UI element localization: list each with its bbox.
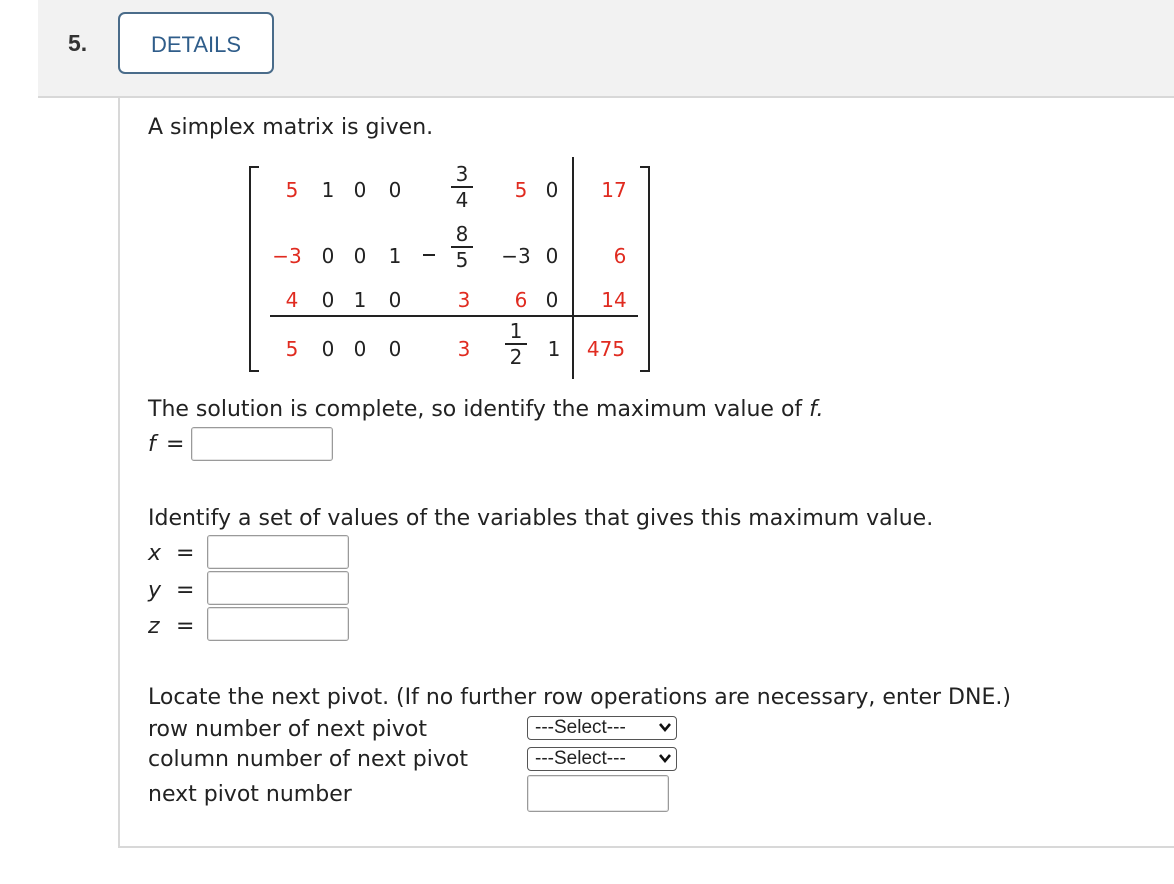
pivot-col-label: column number of next pivot <box>148 747 468 772</box>
f-label: f <box>148 432 156 457</box>
matrix-cell: 1 <box>353 288 367 312</box>
matrix-cell: 6 <box>613 244 627 268</box>
pivot-row-label: row number of next pivot <box>148 717 427 742</box>
matrix-cell: 0 <box>545 288 559 312</box>
matrix-cell: 0 <box>321 337 335 361</box>
pivot-row-select[interactable]: ---Select--- <box>527 716 677 740</box>
matrix-cell: 0 <box>321 244 335 268</box>
x-label: x <box>148 541 162 566</box>
matrix-augment-line <box>572 157 574 379</box>
matrix-cell: −3 <box>501 244 531 268</box>
matrix-cell: 0 <box>321 288 335 312</box>
minus-sign <box>423 254 435 256</box>
identify-prompt: Identify a set of values of the variables that gives this maximum value. <box>148 506 934 531</box>
matrix-cell: 1 <box>321 178 335 202</box>
matrix-left-bracket <box>249 166 259 372</box>
matrix-cell: −3 <box>272 244 302 268</box>
details-button[interactable]: DETAILS <box>118 12 274 74</box>
y-label: y <box>148 578 162 603</box>
matrix-cell: 17 <box>601 178 627 202</box>
matrix-cell: 0 <box>353 178 367 202</box>
pivot-number-label: next pivot number <box>148 782 352 807</box>
matrix-cell: 1 <box>388 244 402 268</box>
pivot-column-select[interactable]: ---Select--- <box>527 747 677 771</box>
matrix-cell: 0 <box>353 337 367 361</box>
matrix-fraction: 1 2 <box>505 320 527 368</box>
matrix-cell: 0 <box>353 244 367 268</box>
matrix-cell: 1 <box>547 337 561 361</box>
matrix-objective-line <box>270 315 638 317</box>
equals-sign: = <box>176 578 195 603</box>
chevron-down-icon <box>658 751 672 765</box>
matrix-cell: 5 <box>285 337 299 361</box>
equals-sign: = <box>176 541 195 566</box>
matrix-cell: 3 <box>457 337 471 361</box>
equals-sign: = <box>176 614 195 639</box>
y-answer-input[interactable] <box>207 571 349 605</box>
matrix-cell: 0 <box>545 244 559 268</box>
matrix-fraction: 3 4 <box>451 163 473 211</box>
question-number: 5. <box>68 30 88 56</box>
chevron-down-icon <box>658 720 672 734</box>
matrix-cell: 0 <box>388 337 402 361</box>
matrix-cell: 0 <box>388 178 402 202</box>
intro-text: A simplex matrix is given. <box>148 115 434 140</box>
matrix-cell: 3 <box>457 288 471 312</box>
matrix-right-bracket <box>640 166 650 372</box>
f-answer-input[interactable] <box>191 427 333 461</box>
pivot-prompt: Locate the next pivot. (If no further row operations are necessary, enter DNE.) <box>148 685 1011 710</box>
matrix-cell: 5 <box>514 178 528 202</box>
z-answer-input[interactable] <box>207 607 349 641</box>
matrix-fraction: 8 5 <box>451 223 473 271</box>
z-label: z <box>148 614 160 639</box>
matrix-cell: 5 <box>285 178 299 202</box>
matrix-cell: 14 <box>601 288 627 312</box>
equals-sign: = <box>166 432 185 457</box>
matrix-cell: 0 <box>545 178 559 202</box>
matrix-cell: 6 <box>514 288 528 312</box>
matrix-cell: 475 <box>586 337 626 361</box>
matrix-cell: 0 <box>388 288 402 312</box>
solution-prompt: The solution is complete, so identify the maximum value of f. <box>148 397 824 422</box>
pivot-number-input[interactable] <box>527 775 669 812</box>
x-answer-input[interactable] <box>207 535 349 569</box>
matrix-cell: 4 <box>285 288 299 312</box>
